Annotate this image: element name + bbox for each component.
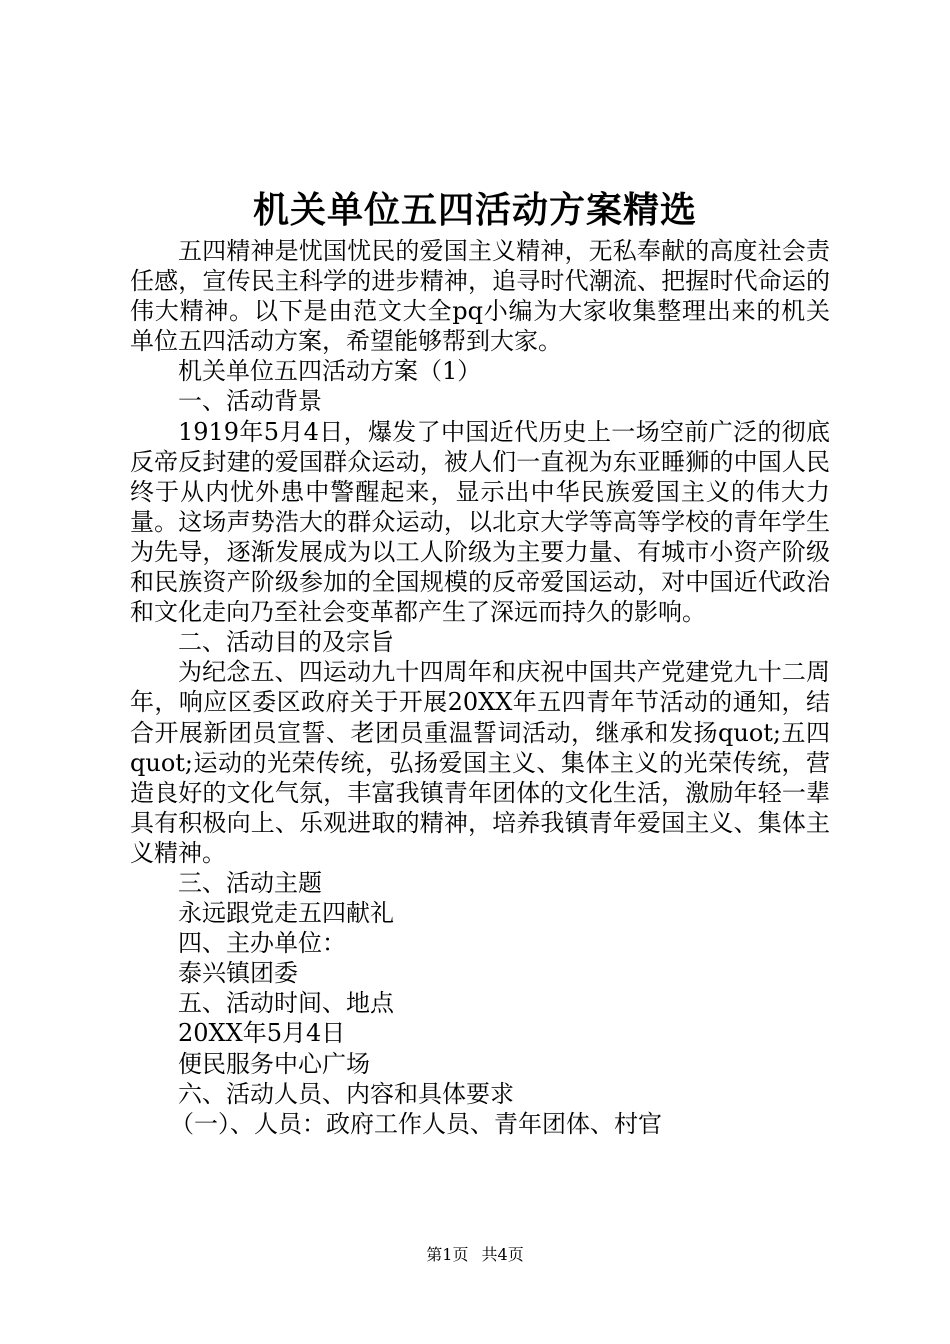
plan-heading: 机关单位五四活动方案（1）: [178, 357, 482, 386]
section-heading-organizer: 四、主办单位：: [178, 929, 346, 958]
page-total: 共4页: [481, 1245, 524, 1264]
theme-text: 永远跟党走五四献礼: [178, 899, 394, 928]
section-heading-participants: 六、活动人员、内容和具体要求: [178, 1079, 514, 1108]
participants-item: （一）、人员：政府工作人员、青年团体、村官: [170, 1109, 662, 1138]
event-date: 20XX年5月4日: [178, 1019, 346, 1048]
page-footer: [0, 1244, 950, 1266]
document-title: 机关单位五四活动方案精选: [252, 189, 697, 231]
page-number: 第1页: [426, 1245, 469, 1264]
background-paragraph: 1919年5月4日，爆发了中国近代历史上一场空前广泛的彻底反帝反封建的爱国群众运动，被人们一直视为东亚睡狮的中国人民终于从内忧外患中警醒起来，显示出中华民族爱国主义的伟大力量。这场声势浩大的群众运动，以北京大学等高等学校的青年学生为先导，逐渐发展成为以工人阶级为主要力量、有城市小资产阶级和民族资产阶级参加的全国规模的反帝爱国运动，对中国近代政治和文化走向乃至社会变革都产生了深远而持久的影响。: [130, 417, 830, 627]
event-place: 便民服务中心广场: [178, 1049, 370, 1078]
section-heading-time-place: 五、活动时间、地点: [178, 989, 394, 1018]
section-heading-theme: 三、活动主题: [178, 868, 322, 897]
purpose-paragraph: 为纪念五、四运动九十四周年和庆祝中国共产党建党九十二周年，响应区委区政府关于开展20XX年五四青年节活动的通知，结合开展新团员宣誓、老团员重温誓词活动，继承和发扬quot;五四quot;运动的光荣传统，弘扬爱国主义、集体主义的光荣传统，营造良好的文化气氛，丰富我镇青年团体的文化生活，激励年轻一辈具有积极向上、乐观进取的精神，培养我镇青年爱国主义、集体主义精神。: [130, 658, 830, 867]
section-heading-background: 一、活动背景: [178, 387, 322, 416]
organizer-text: 泰兴镇团委: [178, 959, 298, 988]
document-body: [130, 236, 830, 1139]
section-heading-purpose: 二、活动目的及宗旨: [178, 628, 394, 657]
intro-paragraph: 五四精神是忧国忧民的爱国主义精神，无私奉献的高度社会责任感，宣传民主科学的进步精神，追寻时代潮流、把握时代命运的伟大精神。以下是由范文大全pq小编为大家收集整理出来的机关单位五四活动方案，希望能够帮到大家。: [130, 237, 830, 356]
